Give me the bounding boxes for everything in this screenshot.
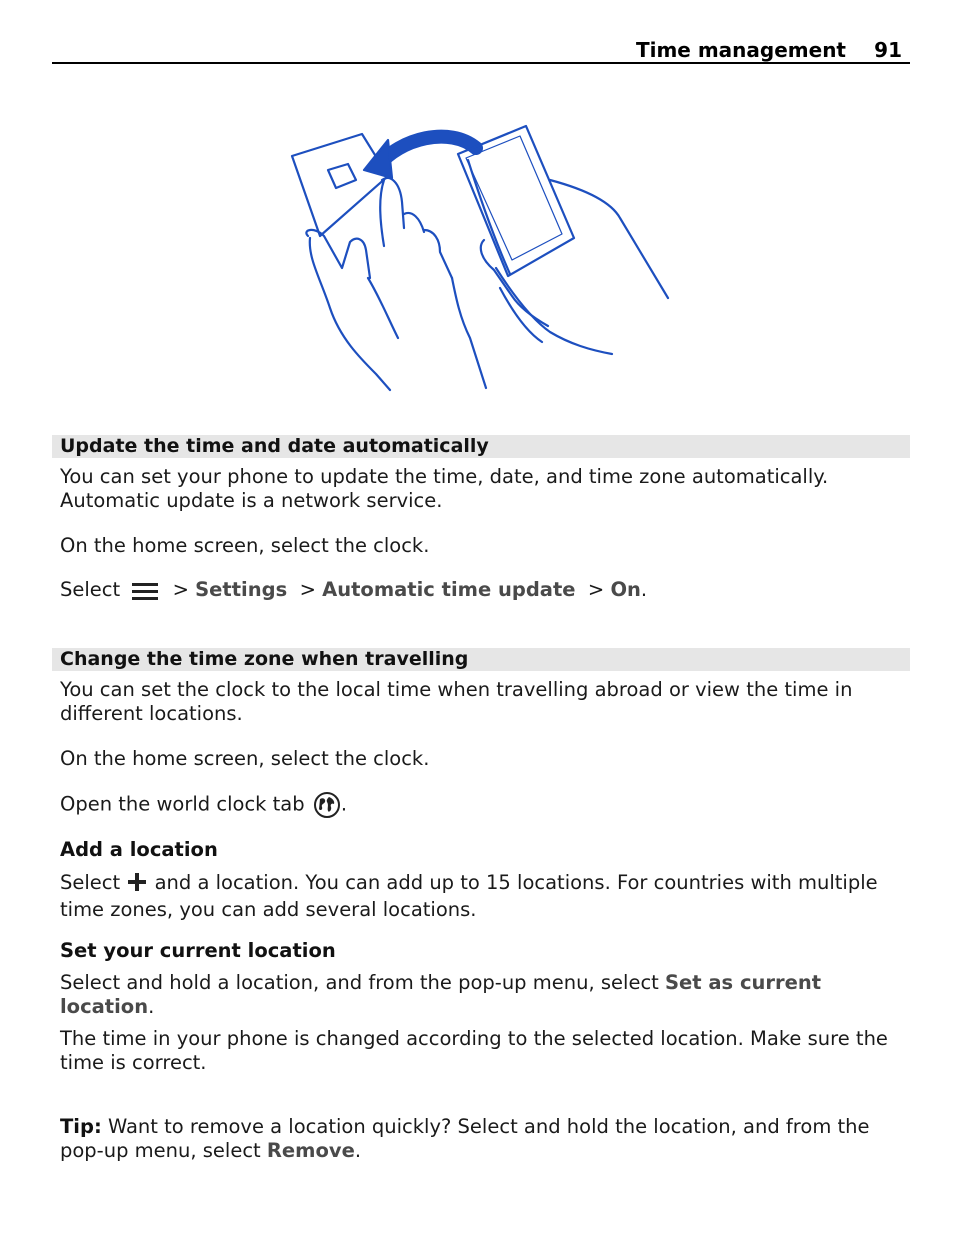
result-line2: time is correct. [60, 1051, 207, 1074]
separator: > [299, 578, 316, 601]
period: . [640, 578, 648, 601]
header-title: Time management [635, 38, 846, 62]
page-number: 91 [874, 38, 902, 62]
world-clock-text: Open the world clock tab [60, 792, 305, 816]
current-location-text [60, 971, 905, 1019]
period: . [354, 1139, 362, 1162]
update-description [60, 465, 905, 513]
separator: > [587, 578, 605, 601]
page-header [52, 36, 910, 64]
result-line1: The time in your phone is changed according to the selected location. Make sure the [60, 1027, 888, 1050]
section-title-timezone: Change the time zone when travelling [60, 648, 469, 670]
swipe-hands-illustration [280, 118, 680, 398]
set-as-current-text: Set as current [665, 971, 822, 994]
add-location-heading: Add a location [60, 838, 218, 861]
add-location-line2: time zones, you can add several locations. [60, 898, 477, 921]
period: . [340, 792, 348, 816]
location-text: location [60, 995, 149, 1018]
tip-label: Tip: [60, 1115, 102, 1138]
globe-icon [313, 791, 341, 819]
add-location-text [60, 869, 905, 923]
add-location-line1: and a location. You can add up to 15 locations. For countries with multiple [154, 871, 878, 894]
timezone-home-step: On the home screen, select the clock. [60, 747, 430, 770]
tip-line2: pop-up menu, select [60, 1139, 261, 1162]
section-bar-update [52, 435, 910, 458]
select-label: Select [60, 578, 121, 601]
period: . [148, 995, 155, 1018]
current-location-heading: Set your current location [60, 939, 336, 962]
separator: > [172, 578, 189, 601]
select-label: Select [60, 871, 121, 894]
timezone-desc-line2: different locations. [60, 702, 243, 725]
timezone-desc-line1: You can set the clock to the local time when travelling abroad or view the time in [60, 678, 853, 701]
menu-icon [130, 580, 160, 602]
update-select-path [60, 578, 905, 602]
current-location-result [60, 1027, 905, 1075]
automatic-time-update-text: Automatic time update [322, 578, 576, 601]
update-home-step: On the home screen, select the clock. [60, 534, 430, 557]
on-option-text: On [610, 578, 641, 601]
settings-link-text: Settings [195, 578, 288, 601]
current-location-line1: Select and hold a location, and from the pop-up menu, select [60, 971, 659, 994]
world-clock-step [60, 791, 905, 819]
tip-paragraph [60, 1115, 905, 1163]
timezone-description [60, 678, 905, 726]
remove-text: Remove [266, 1139, 355, 1162]
update-desc-line1: You can set your phone to update the time, date, and time zone automatically. [60, 465, 829, 488]
plus-icon [126, 871, 148, 893]
section-title-update: Update the time and date automatically [60, 435, 489, 457]
update-desc-line2: Automatic update is a network service. [60, 489, 443, 512]
tip-line1: Want to remove a location quickly? Select and hold the location, and from the [107, 1115, 870, 1138]
section-bar-timezone [52, 648, 910, 671]
